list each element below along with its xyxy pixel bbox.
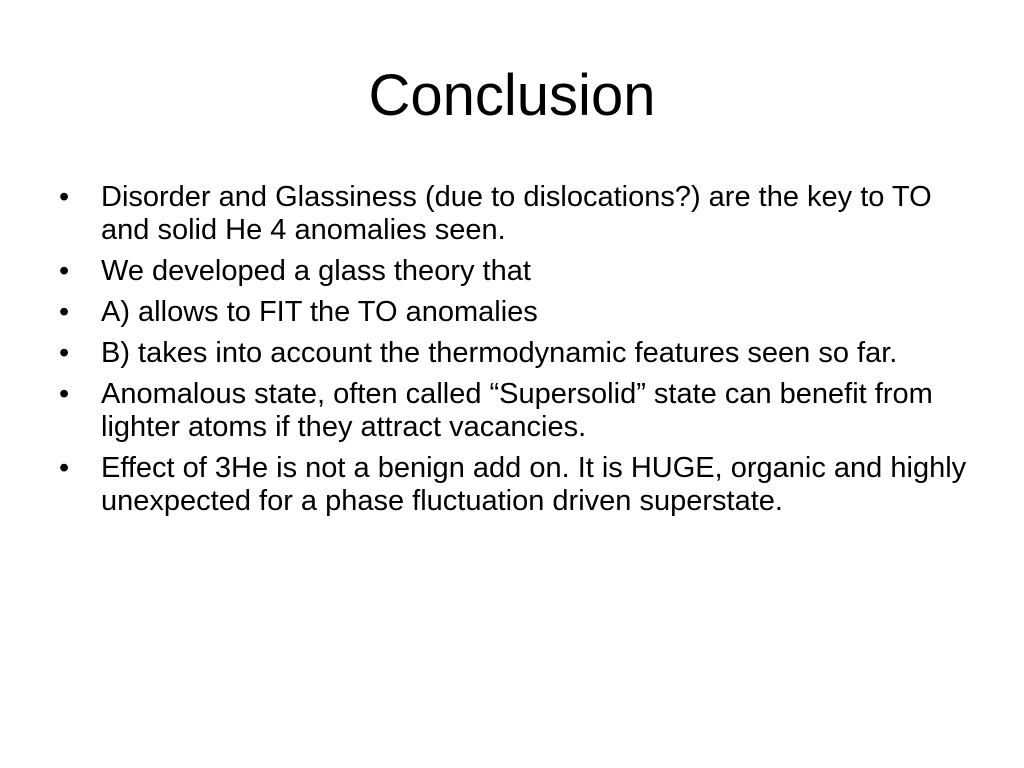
bullet-text: We developed a glass theory that — [101, 255, 531, 287]
bullet-text: Effect of 3He is not a benign add on. It is HUGE, organic and highly unexpected for a phase fluctuation driven superstate. — [101, 452, 967, 517]
bullet-text: Disorder and Glassiness (due to dislocations?) are the key to TO and solid He 4 anomalies seen. — [101, 181, 932, 246]
bullet-item — [57, 337, 977, 370]
bullet-item — [57, 255, 977, 288]
bullet-item — [57, 296, 977, 329]
bullet-dot-icon: • — [59, 296, 70, 328]
bullet-text: B) takes into account the thermodynamic features seen so far. — [101, 337, 898, 369]
bullet-item — [57, 378, 977, 444]
bullet-item — [57, 452, 977, 518]
bullet-dot-icon: • — [59, 452, 70, 484]
bullet-dot-icon: • — [59, 378, 70, 410]
bullet-text: A) allows to FIT the TO anomalies — [101, 296, 538, 328]
bullet-dot-icon: • — [59, 181, 70, 213]
bullet-list — [57, 181, 977, 526]
bullet-text: Anomalous state, often called “Supersolid” state can benefit from lighter atoms if they attract vacancies. — [101, 378, 933, 443]
slide-title: Conclusion — [368, 63, 656, 128]
bullet-item — [57, 181, 977, 247]
bullet-dot-icon: • — [59, 337, 70, 369]
bullet-dot-icon: • — [59, 255, 70, 287]
